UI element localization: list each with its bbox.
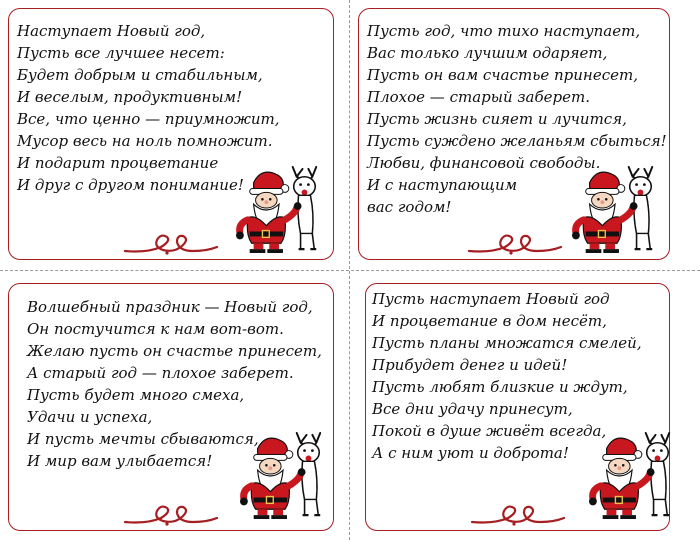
red-swirl-flourish-icon <box>470 502 566 528</box>
verse-line: Пусть суждено желаньям сбыться! <box>367 132 667 150</box>
verse-line: Плохое — старый заберет. <box>367 88 591 106</box>
verse-line: И подарит процветание <box>17 154 219 172</box>
greeting-card-4 <box>365 283 670 531</box>
verse-line: Все, что ценно — приумножит, <box>17 110 280 128</box>
verse-line: Пусть любят близкие и ждут, <box>372 378 628 396</box>
verse-line: А с ним уют и доброта! <box>372 444 569 462</box>
verse-line: Пусть все лучшее несет: <box>17 44 225 62</box>
verse-line: Прибудет денег и идей! <box>372 356 568 374</box>
verse-line: Любви, финансовой свободы. <box>367 154 601 172</box>
verse-line: Он постучится к нам вот-вот. <box>27 320 284 338</box>
verse-line: Будет добрым и стабильным, <box>17 66 263 84</box>
verse-line: Удачи и успеха, <box>27 408 153 426</box>
greeting-card-3 <box>8 283 334 531</box>
santa-with-reindeer-icon <box>567 165 667 255</box>
verse-line: Вас только лучшим одаряет, <box>367 44 608 62</box>
verse-line: Желаю пусть он счастье принесет, <box>27 342 322 360</box>
verse-line: И процветание в дом несёт, <box>372 312 607 330</box>
verse-line: И с наступающим <box>367 176 518 194</box>
verse-line: И друг с другом понимание! <box>17 176 244 194</box>
verse-line: Пусть наступает Новый год <box>372 290 610 308</box>
verse-line: И веселым, продуктивным! <box>17 88 243 106</box>
greeting-card-2 <box>358 8 670 260</box>
verse-line: И мир вам улыбается! <box>27 452 213 470</box>
santa-with-reindeer-icon <box>231 165 331 255</box>
red-swirl-flourish-icon <box>123 502 219 528</box>
horizontal-cut-line <box>0 270 700 271</box>
verse-line: вас годом! <box>367 198 452 216</box>
red-swirl-flourish-icon <box>467 231 563 257</box>
verse-line: А старый год — плохое заберет. <box>27 364 294 382</box>
santa-with-reindeer-icon <box>235 431 335 521</box>
santa-with-reindeer-icon <box>584 431 684 521</box>
verse-line: Пусть планы множатся смелей, <box>372 334 642 352</box>
verse-line: И пусть мечты сбываются, <box>27 430 259 448</box>
verse-line: Наступает Новый год, <box>17 22 206 40</box>
verse-line: Пусть жизнь сияет и лучится, <box>367 110 627 128</box>
verse-line: Пусть год, что тихо наступает, <box>367 22 641 40</box>
verse-line: Пусть будет много смеха, <box>27 386 245 404</box>
verse-line: Пусть он вам счастье принесет, <box>367 66 638 84</box>
red-swirl-flourish-icon <box>123 231 219 257</box>
verse-line: Мусор весь на ноль помножит. <box>17 132 273 150</box>
verse-line: Покой в душе живёт всегда, <box>372 422 607 440</box>
verse-line: Все дни удачу принесут, <box>372 400 573 418</box>
verse-line: Волшебный праздник — Новый год, <box>27 298 313 316</box>
greeting-card-1 <box>8 8 334 260</box>
